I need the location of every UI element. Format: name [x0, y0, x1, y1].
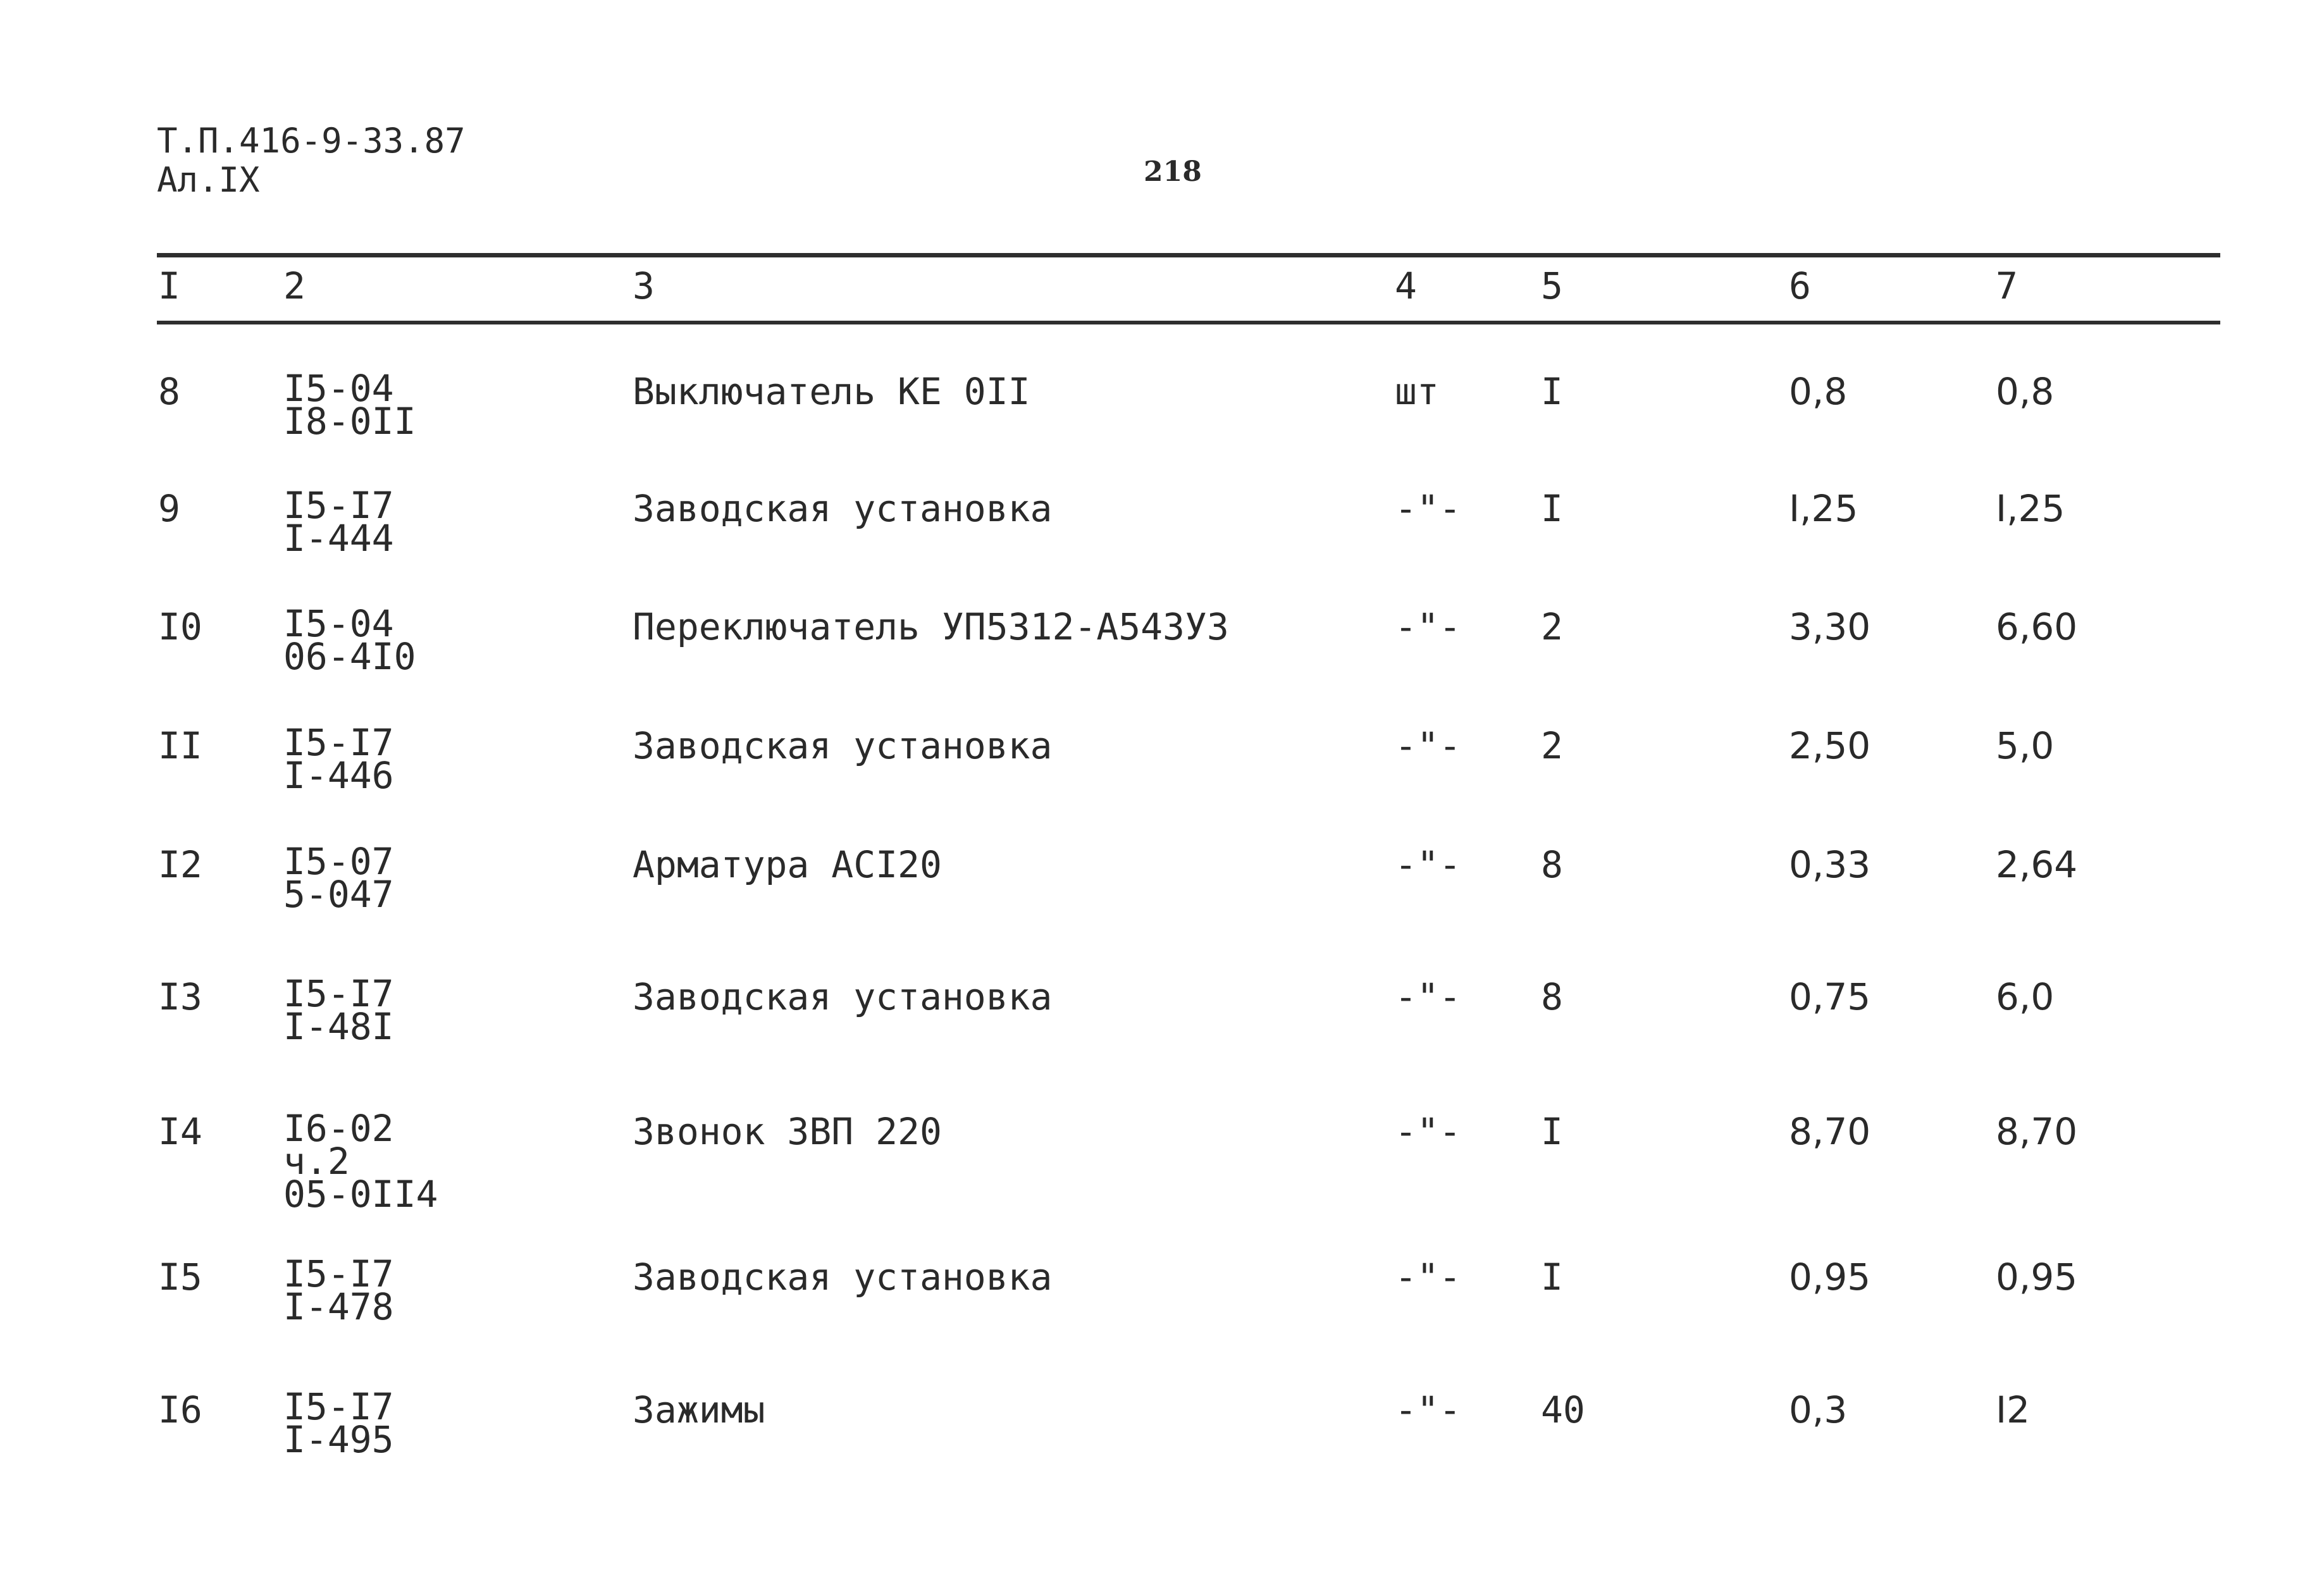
unit-price-cell: 0,33	[1789, 843, 1871, 886]
total-cell: 8,70	[1996, 1110, 2078, 1153]
unit-price-cell: 0,95	[1789, 1256, 1871, 1299]
document-code-line-2: Ал.IX	[157, 160, 260, 200]
normative-code-line: I8-0II	[283, 400, 416, 443]
normative-code-line: I5-I7	[283, 721, 394, 764]
total-cell: 2,64	[1996, 843, 2078, 886]
item-name: Арматура АСI20	[633, 843, 942, 886]
quantity-cell: 2	[1541, 724, 1563, 767]
unit-cell: -"-	[1395, 1256, 1461, 1299]
normative-code-line: I5-04	[283, 602, 394, 645]
normative-code-line: I5-I7	[283, 484, 394, 527]
row-number: I0	[158, 605, 202, 648]
normative-code-line: I-478	[283, 1285, 394, 1328]
page-number: 218	[1144, 156, 1202, 188]
item-name: Заводская установка	[633, 975, 1053, 1018]
item-name: Заводская установка	[633, 487, 1053, 530]
normative-code	[283, 1252, 394, 1328]
normative-code-line: I6-02	[283, 1107, 394, 1150]
column-header-7: 7	[1996, 264, 2018, 307]
normative-code-line: I5-I7	[283, 1252, 394, 1295]
item-name: Переключатель УП5312-А543У3	[633, 605, 1229, 648]
column-header-1: I	[158, 264, 180, 307]
row-number: I6	[158, 1388, 202, 1431]
quantity-cell: I	[1541, 370, 1563, 413]
unit-cell: -"-	[1395, 1388, 1461, 1431]
normative-code-line: I5-I7	[283, 972, 394, 1015]
unit-price-cell: 0,3	[1789, 1388, 1848, 1431]
table-top-rule	[157, 253, 2220, 257]
unit-cell: шт	[1395, 370, 1439, 413]
normative-code	[283, 484, 394, 560]
normative-code	[283, 602, 416, 678]
total-cell: 0,95	[1996, 1256, 2078, 1299]
total-cell: I2	[1996, 1388, 2030, 1431]
row-number: II	[158, 724, 202, 767]
item-name: Заводская установка	[633, 1256, 1053, 1299]
column-header-5: 5	[1541, 264, 1563, 307]
unit-cell: -"-	[1395, 1110, 1461, 1153]
total-cell: 6,60	[1996, 605, 2078, 648]
unit-cell: -"-	[1395, 843, 1461, 886]
quantity-cell: 8	[1541, 975, 1563, 1018]
column-header-6: 6	[1789, 264, 1811, 307]
row-number: I3	[158, 975, 202, 1018]
quantity-cell: I	[1541, 1256, 1563, 1299]
unit-cell: -"-	[1395, 975, 1461, 1018]
row-number: I4	[158, 1110, 202, 1153]
quantity-cell: 2	[1541, 605, 1563, 648]
normative-code-line: I-444	[283, 517, 394, 560]
unit-price-cell: I,25	[1789, 487, 1858, 530]
normative-code-line: 06-4I0	[283, 635, 416, 678]
normative-code-line: 05-0II4	[283, 1173, 438, 1216]
total-cell: I,25	[1996, 487, 2065, 530]
unit-price-cell: 2,50	[1789, 724, 1871, 767]
normative-code-line: I5-07	[283, 840, 394, 883]
total-cell: 5,0	[1996, 724, 2055, 767]
column-header-3: 3	[633, 264, 655, 307]
row-number: I2	[158, 843, 202, 886]
unit-cell: -"-	[1395, 605, 1461, 648]
normative-code-line: I-48I	[283, 1005, 394, 1048]
table-header-rule	[157, 321, 2220, 324]
unit-price-cell: 0,75	[1789, 975, 1871, 1018]
row-number: I5	[158, 1256, 202, 1299]
normative-code-line: I-495	[283, 1418, 394, 1461]
document-code-line-1: Т.П.416-9-33.87	[157, 121, 466, 161]
unit-cell: -"-	[1395, 487, 1461, 530]
row-number: 8	[158, 370, 180, 413]
normative-code-line: 5-047	[283, 873, 394, 916]
normative-code	[283, 721, 394, 797]
normative-code	[283, 1385, 394, 1461]
unit-price-cell: 8,70	[1789, 1110, 1871, 1153]
item-name: Выключатель КЕ 0II	[633, 370, 1030, 413]
normative-code	[283, 972, 394, 1048]
document-code	[157, 121, 466, 200]
unit-cell: -"-	[1395, 724, 1461, 767]
unit-price-cell: 3,30	[1789, 605, 1871, 648]
item-name: Заводская установка	[633, 724, 1053, 767]
normative-code-line: I-446	[283, 754, 394, 797]
item-name: Звонок ЗВП 220	[633, 1110, 942, 1153]
normative-code-line: I5-I7	[283, 1385, 394, 1428]
normative-code-line: I5-04	[283, 367, 394, 410]
total-cell: 0,8	[1996, 370, 2055, 413]
normative-code-line: ч.2	[283, 1140, 350, 1183]
item-name: Зажимы	[633, 1388, 765, 1431]
quantity-cell: I	[1541, 1110, 1563, 1153]
row-number: 9	[158, 487, 180, 530]
total-cell: 6,0	[1996, 975, 2055, 1018]
unit-price-cell: 0,8	[1789, 370, 1848, 413]
normative-code	[283, 840, 394, 916]
normative-code	[283, 367, 416, 443]
column-header-4: 4	[1395, 264, 1417, 307]
column-header-2: 2	[283, 264, 306, 307]
quantity-cell: 8	[1541, 843, 1563, 886]
quantity-cell: I	[1541, 487, 1563, 530]
normative-code	[283, 1107, 438, 1216]
quantity-cell: 40	[1541, 1388, 1585, 1431]
